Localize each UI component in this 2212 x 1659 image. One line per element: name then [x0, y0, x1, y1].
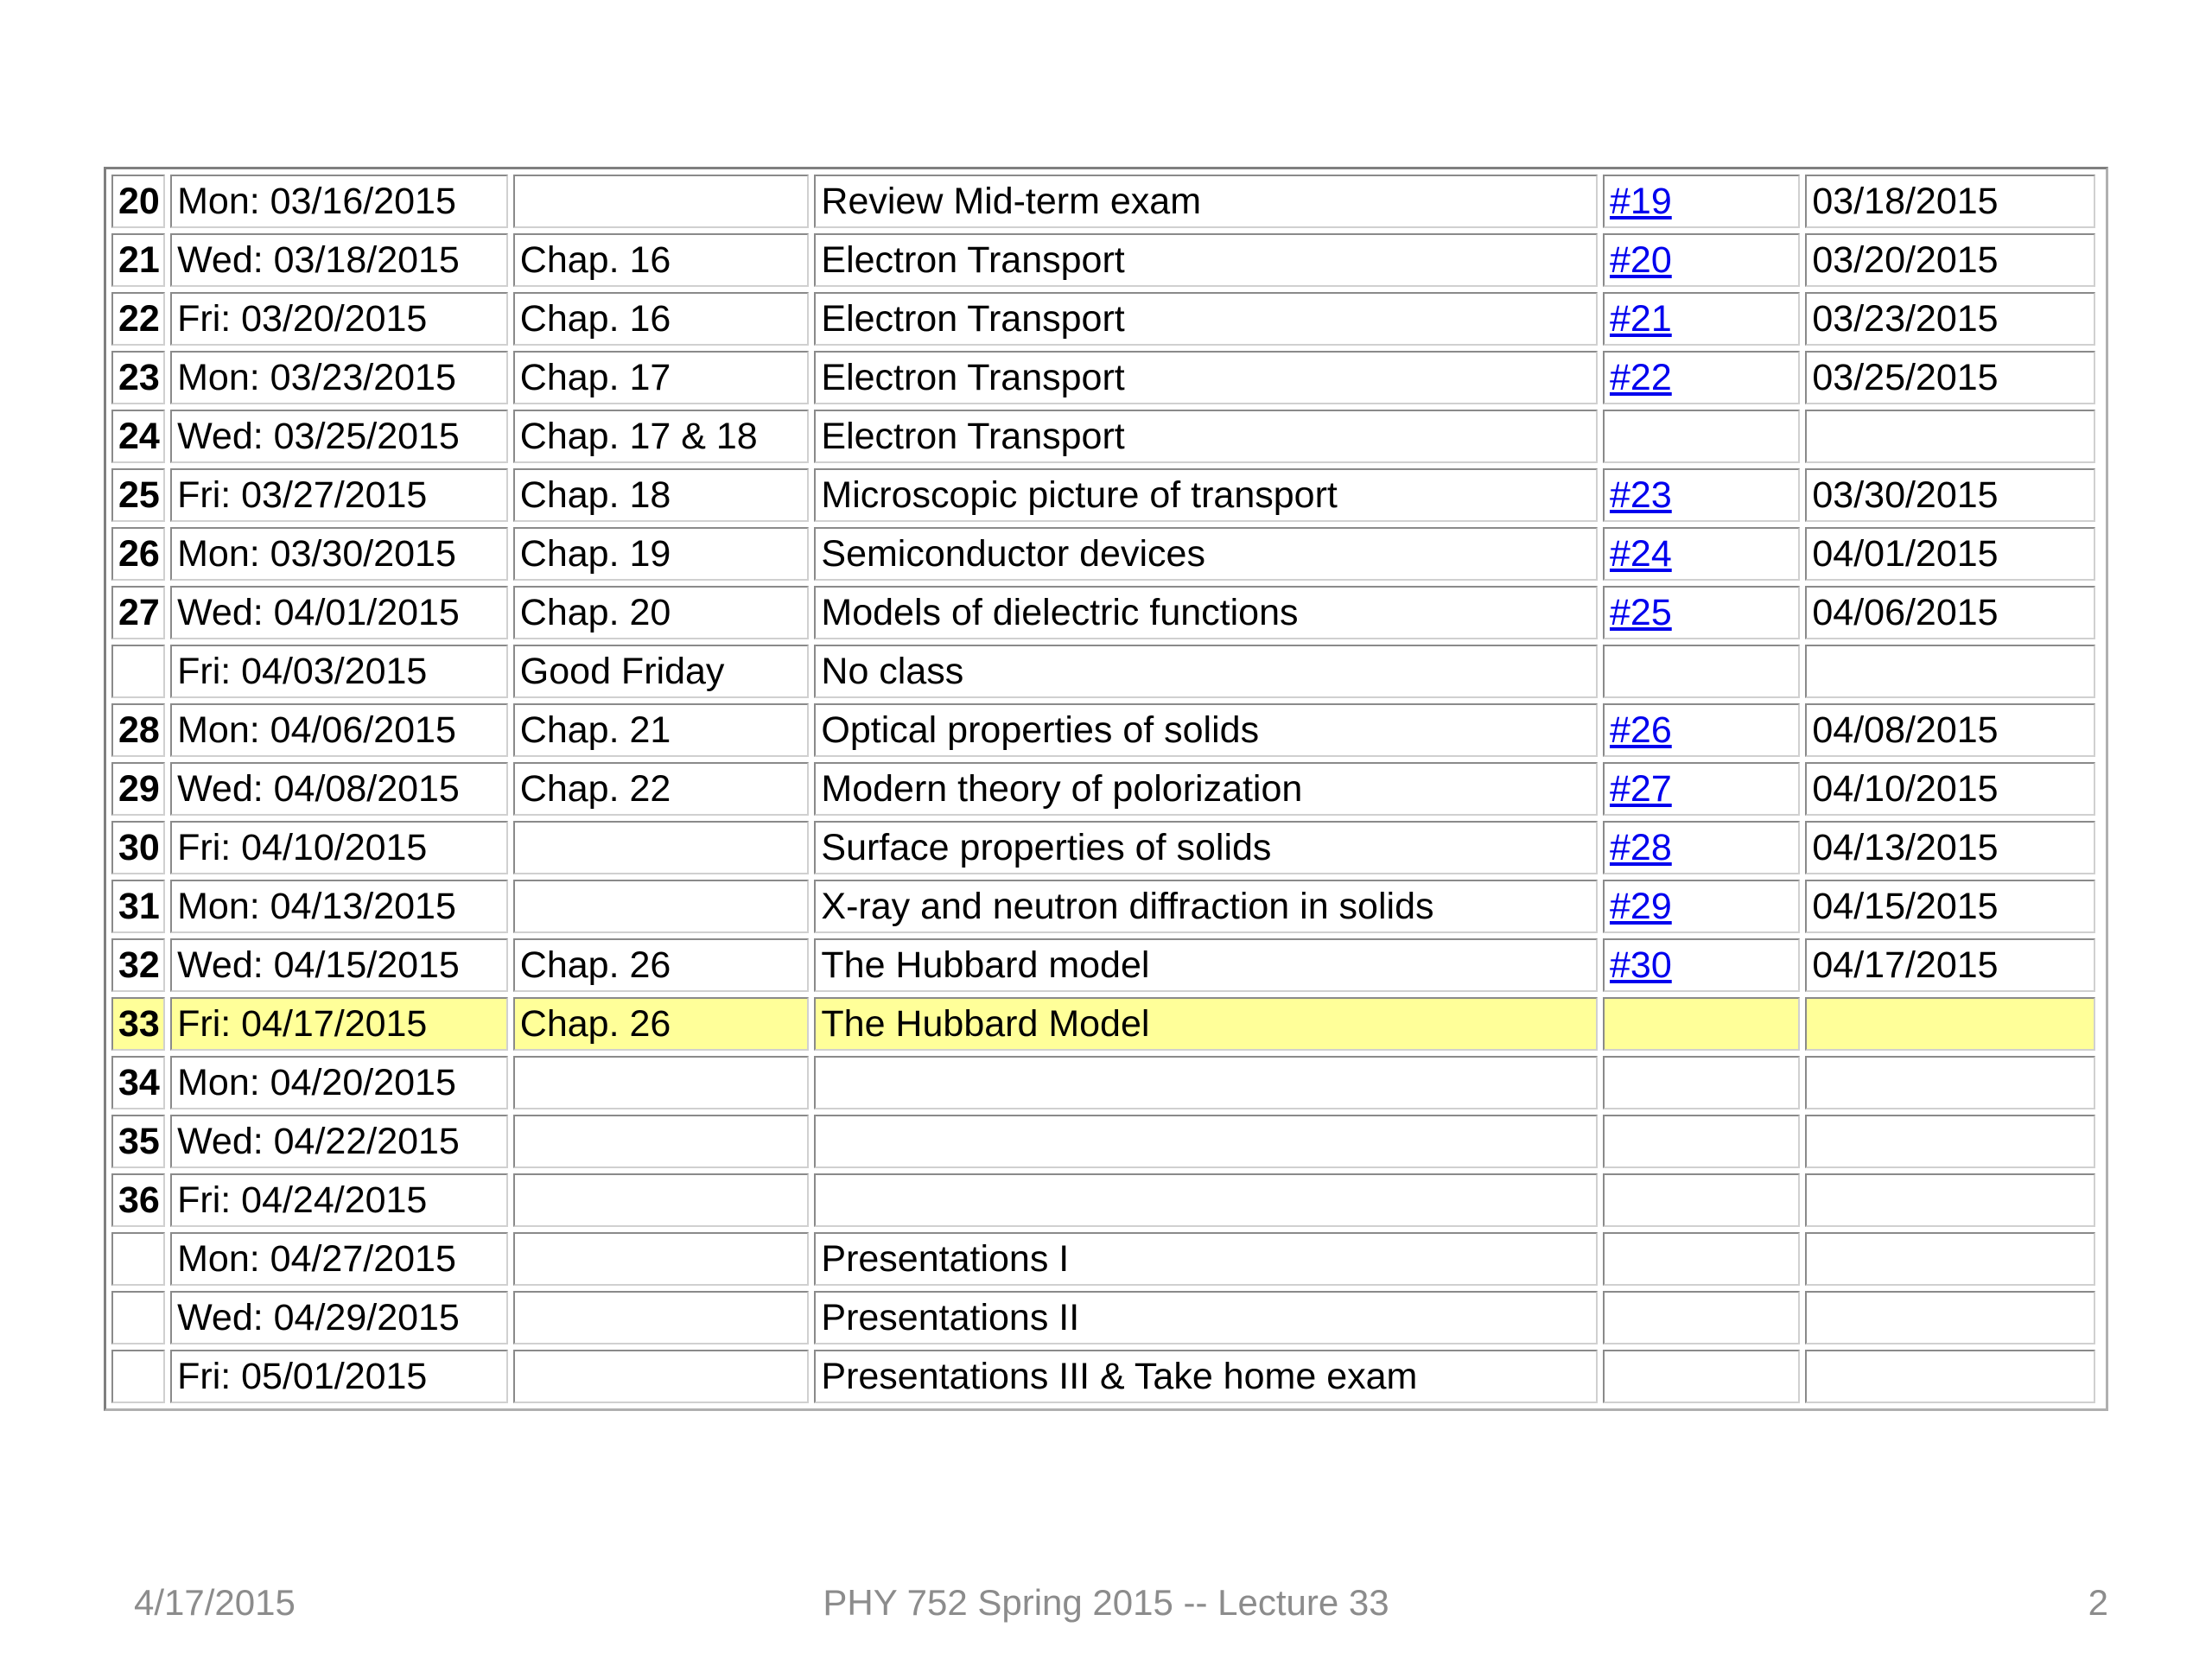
footer-page-number: 2 [2088, 1582, 2108, 1623]
topic-cell: Presentations I [814, 1232, 1598, 1286]
table-row [111, 821, 2095, 874]
lecture-number-cell: 30 [111, 821, 165, 874]
lecture-date-cell: Mon: 04/13/2015 [170, 880, 508, 933]
lecture-date-cell: Mon: 04/27/2015 [170, 1232, 508, 1286]
chapter-cell: Chap. 26 [513, 938, 810, 992]
homework-cell [1603, 762, 1800, 816]
due-date-cell [1805, 1173, 2095, 1227]
lecture-number-cell: 32 [111, 938, 165, 992]
lecture-number-cell: 28 [111, 703, 165, 757]
lecture-number-cell: 21 [111, 233, 165, 287]
due-date-cell: 03/18/2015 [1805, 175, 2095, 228]
lecture-number-cell: 35 [111, 1115, 165, 1168]
lecture-date-cell: Fri: 05/01/2015 [170, 1350, 508, 1403]
homework-link[interactable]: #24 [1609, 533, 1672, 575]
homework-cell [1603, 468, 1800, 522]
lecture-date-cell: Wed: 04/15/2015 [170, 938, 508, 992]
lecture-date-cell: Mon: 03/30/2015 [170, 527, 508, 581]
topic-cell: Microscopic picture of transport [814, 468, 1598, 522]
topic-cell: Review Mid-term exam [814, 175, 1598, 228]
chapter-cell: Chap. 19 [513, 527, 810, 581]
chapter-cell: Good Friday [513, 645, 810, 698]
homework-link[interactable]: #30 [1609, 944, 1672, 986]
topic-cell: Models of dielectric functions [814, 586, 1598, 639]
schedule-table-frame [104, 167, 2108, 1411]
table-row [111, 997, 2095, 1051]
table-row [111, 762, 2095, 816]
lecture-date-cell: Wed: 04/08/2015 [170, 762, 508, 816]
due-date-cell [1805, 1056, 2095, 1109]
lecture-date-cell: Mon: 03/23/2015 [170, 351, 508, 404]
homework-cell [1603, 1115, 1800, 1168]
table-row [111, 468, 2095, 522]
homework-cell [1603, 938, 1800, 992]
homework-cell [1603, 351, 1800, 404]
topic-cell: Electron Transport [814, 292, 1598, 346]
homework-cell [1603, 1350, 1800, 1403]
topic-cell: Presentations III & Take home exam [814, 1350, 1598, 1403]
homework-cell [1603, 1232, 1800, 1286]
lecture-number-cell [111, 1232, 165, 1286]
homework-cell [1603, 292, 1800, 346]
topic-cell: The Hubbard Model [814, 997, 1598, 1051]
table-row [111, 233, 2095, 287]
topic-cell: Electron Transport [814, 351, 1598, 404]
lecture-date-cell: Mon: 04/06/2015 [170, 703, 508, 757]
lecture-date-cell: Fri: 03/27/2015 [170, 468, 508, 522]
topic-cell: Electron Transport [814, 410, 1598, 463]
schedule-body [111, 175, 2095, 1403]
due-date-cell [1805, 1115, 2095, 1168]
topic-cell: Optical properties of solids [814, 703, 1598, 757]
lecture-number-cell: 25 [111, 468, 165, 522]
lecture-number-cell: 27 [111, 586, 165, 639]
lecture-number-cell: 33 [111, 997, 165, 1051]
lecture-number-cell: 24 [111, 410, 165, 463]
homework-cell [1603, 1173, 1800, 1227]
chapter-cell: Chap. 20 [513, 586, 810, 639]
due-date-cell [1805, 997, 2095, 1051]
table-row [111, 351, 2095, 404]
homework-link[interactable]: #20 [1609, 239, 1672, 281]
chapter-cell: Chap. 26 [513, 997, 810, 1051]
due-date-cell: 04/08/2015 [1805, 703, 2095, 757]
homework-cell [1603, 586, 1800, 639]
chapter-cell [513, 1291, 810, 1344]
homework-cell [1603, 703, 1800, 757]
due-date-cell: 03/20/2015 [1805, 233, 2095, 287]
table-row [111, 292, 2095, 346]
chapter-cell: Chap. 16 [513, 233, 810, 287]
due-date-cell: 04/17/2015 [1805, 938, 2095, 992]
lecture-date-cell: Wed: 04/01/2015 [170, 586, 508, 639]
topic-cell [814, 1056, 1598, 1109]
table-row [111, 703, 2095, 757]
lecture-date-cell: Mon: 04/20/2015 [170, 1056, 508, 1109]
table-row [111, 1232, 2095, 1286]
homework-cell [1603, 1056, 1800, 1109]
lecture-number-cell: 36 [111, 1173, 165, 1227]
lecture-date-cell: Wed: 04/22/2015 [170, 1115, 508, 1168]
lecture-date-cell: Fri: 04/17/2015 [170, 997, 508, 1051]
homework-cell [1603, 880, 1800, 933]
homework-link[interactable]: #23 [1609, 474, 1672, 516]
due-date-cell: 04/13/2015 [1805, 821, 2095, 874]
footer-course-title: PHY 752 Spring 2015 -- Lecture 33 [823, 1582, 1389, 1623]
lecture-number-cell: 29 [111, 762, 165, 816]
topic-cell [814, 1115, 1598, 1168]
lecture-number-cell: 34 [111, 1056, 165, 1109]
homework-link[interactable]: #29 [1609, 886, 1672, 927]
homework-cell [1603, 175, 1800, 228]
table-row [111, 410, 2095, 463]
due-date-cell: 03/30/2015 [1805, 468, 2095, 522]
due-date-cell [1805, 645, 2095, 698]
table-row [111, 938, 2095, 992]
table-row [111, 1350, 2095, 1403]
lecture-date-cell: Fri: 04/03/2015 [170, 645, 508, 698]
lecture-number-cell [111, 1291, 165, 1344]
table-row [111, 1056, 2095, 1109]
table-row [111, 586, 2095, 639]
homework-link[interactable]: #27 [1609, 768, 1672, 810]
due-date-cell: 04/06/2015 [1805, 586, 2095, 639]
homework-cell [1603, 527, 1800, 581]
chapter-cell: Chap. 17 [513, 351, 810, 404]
table-row [111, 880, 2095, 933]
due-date-cell: 03/25/2015 [1805, 351, 2095, 404]
chapter-cell [513, 1350, 810, 1403]
topic-cell: Modern theory of polorization [814, 762, 1598, 816]
topic-cell [814, 1173, 1598, 1227]
chapter-cell [513, 1115, 810, 1168]
chapter-cell [513, 821, 810, 874]
homework-link[interactable]: #26 [1609, 709, 1672, 751]
homework-cell [1603, 410, 1800, 463]
table-row [111, 175, 2095, 228]
lecture-number-cell [111, 645, 165, 698]
lecture-date-cell: Wed: 03/25/2015 [170, 410, 508, 463]
table-row [111, 1173, 2095, 1227]
chapter-cell: Chap. 22 [513, 762, 810, 816]
chapter-cell: Chap. 18 [513, 468, 810, 522]
topic-cell: The Hubbard model [814, 938, 1598, 992]
chapter-cell [513, 1173, 810, 1227]
chapter-cell [513, 1232, 810, 1286]
chapter-cell: Chap. 21 [513, 703, 810, 757]
homework-cell [1603, 1291, 1800, 1344]
topic-cell: Surface properties of solids [814, 821, 1598, 874]
lecture-number-cell: 26 [111, 527, 165, 581]
table-row [111, 1291, 2095, 1344]
homework-link[interactable]: #21 [1609, 298, 1672, 340]
homework-link[interactable]: #22 [1609, 357, 1672, 398]
topic-cell: Presentations II [814, 1291, 1598, 1344]
lecture-date-cell: Fri: 04/24/2015 [170, 1173, 508, 1227]
topic-cell: Electron Transport [814, 233, 1598, 287]
topic-cell: X-ray and neutron diffraction in solids [814, 880, 1598, 933]
topic-cell: Semiconductor devices [814, 527, 1598, 581]
lecture-number-cell [111, 1350, 165, 1403]
homework-cell [1603, 821, 1800, 874]
lecture-number-cell: 31 [111, 880, 165, 933]
footer-date: 4/17/2015 [134, 1582, 296, 1623]
lecture-date-cell: Mon: 03/16/2015 [170, 175, 508, 228]
table-row [111, 645, 2095, 698]
table-row [111, 527, 2095, 581]
schedule-table [106, 169, 2101, 1408]
chapter-cell [513, 880, 810, 933]
homework-cell [1603, 997, 1800, 1051]
chapter-cell: Chap. 17 & 18 [513, 410, 810, 463]
lecture-date-cell: Fri: 04/10/2015 [170, 821, 508, 874]
lecture-date-cell: Wed: 03/18/2015 [170, 233, 508, 287]
lecture-date-cell: Wed: 04/29/2015 [170, 1291, 508, 1344]
homework-link[interactable]: #25 [1609, 592, 1672, 633]
homework-cell [1603, 645, 1800, 698]
topic-cell: No class [814, 645, 1598, 698]
chapter-cell: Chap. 16 [513, 292, 810, 346]
lecture-number-cell: 22 [111, 292, 165, 346]
homework-link[interactable]: #19 [1609, 181, 1672, 222]
due-date-cell: 04/01/2015 [1805, 527, 2095, 581]
due-date-cell: 03/23/2015 [1805, 292, 2095, 346]
table-row [111, 1115, 2095, 1168]
chapter-cell [513, 1056, 810, 1109]
homework-cell [1603, 233, 1800, 287]
lecture-date-cell: Fri: 03/20/2015 [170, 292, 508, 346]
due-date-cell [1805, 1232, 2095, 1286]
lecture-number-cell: 23 [111, 351, 165, 404]
due-date-cell [1805, 1291, 2095, 1344]
due-date-cell: 04/15/2015 [1805, 880, 2095, 933]
due-date-cell [1805, 1350, 2095, 1403]
due-date-cell: 04/10/2015 [1805, 762, 2095, 816]
chapter-cell [513, 175, 810, 228]
homework-link[interactable]: #28 [1609, 827, 1672, 868]
due-date-cell [1805, 410, 2095, 463]
lecture-number-cell: 20 [111, 175, 165, 228]
